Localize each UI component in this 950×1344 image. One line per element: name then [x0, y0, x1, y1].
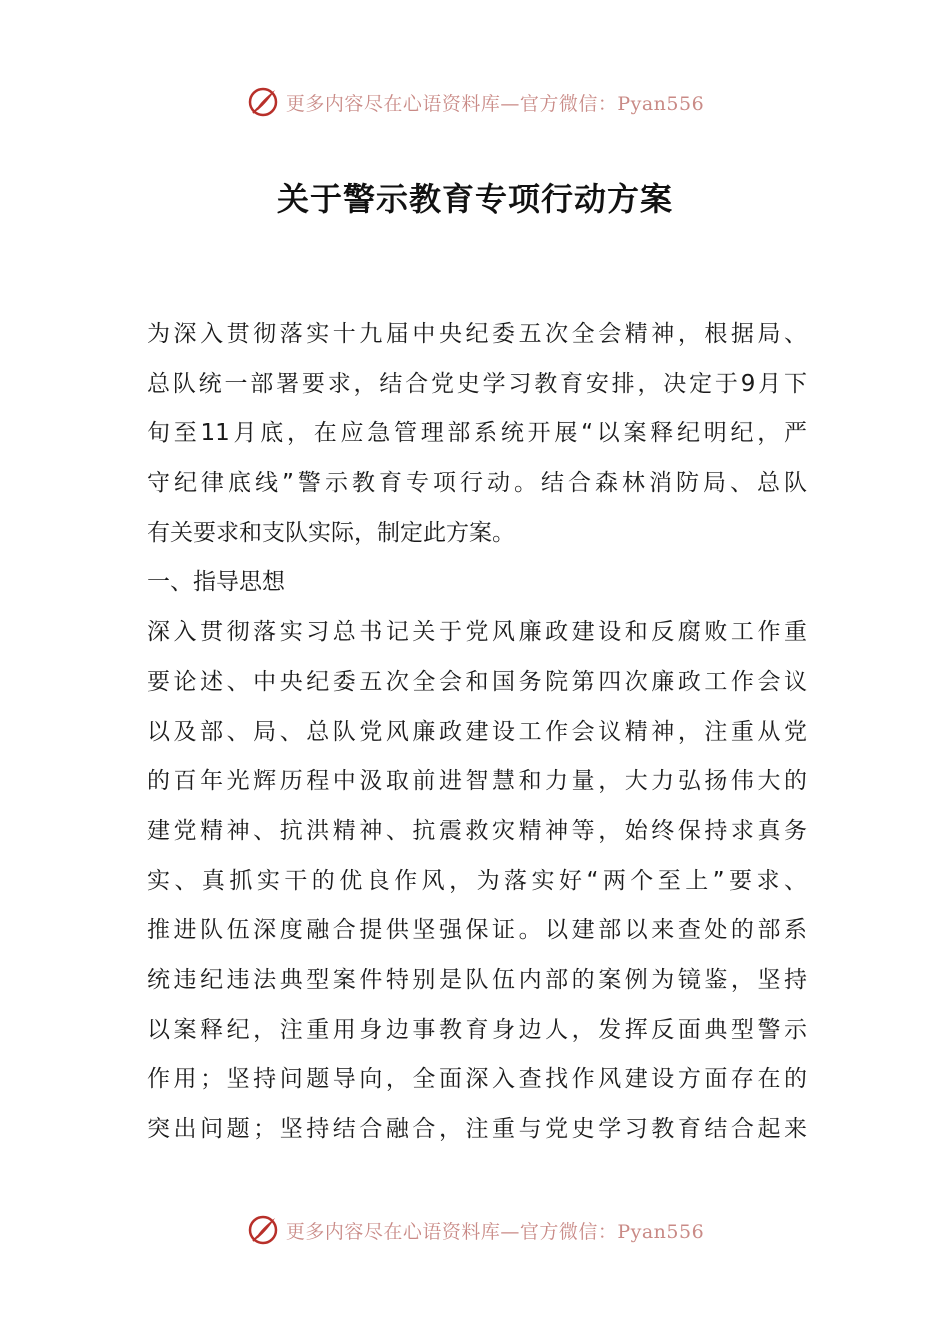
watermark-text: 更多内容尽在心语资料库—官方微信：Pyan556	[285, 92, 705, 115]
body-line: 旬至11月底，在应急管理部系统开展“以案释纪明纪，严	[147, 420, 807, 447]
body-line: 以案释纪，注重用身边事教育身边人，发挥反面典型警示	[147, 1016, 807, 1043]
body-line: 作用；坚持问题导向，全面深入查找作风建设方面存在的	[147, 1066, 807, 1093]
body-line: 实、真抓实干的优良作风，为落实好“两个至上”要求、	[147, 867, 807, 894]
body-line: 推进队伍深度融合提供坚强保证。以建部以来查处的部系	[147, 917, 807, 944]
section-heading: 一、指导思想	[147, 569, 285, 596]
body-line: 为深入贯彻落实十九届中央纪委五次全会精神，根据局、	[147, 321, 807, 347]
document-body	[147, 310, 807, 1155]
body-line: 守纪律底线”警示教育专项行动。结合森林消防局、总队	[147, 470, 807, 497]
body-line: 有关要求和支队实际，制定此方案。	[147, 519, 515, 546]
body-line: 总队统一部署要求，结合党史学习教育安排，决定于9月下	[147, 370, 807, 397]
body-line: 统违纪违法典型案件特别是队伍内部的案例为镜鉴，坚持	[147, 966, 807, 993]
document-title: 关于警示教育专项行动方案	[276, 180, 673, 218]
body-line: 突出问题；坚持结合融合，注重与党史学习教育结合起来	[147, 1116, 807, 1142]
body-line: 的百年光辉历程中汲取前进智慧和力量，大力弘扬伟大的	[147, 768, 807, 795]
quill-pen-logo-icon	[246, 1213, 280, 1247]
quill-pen-logo-icon	[246, 85, 280, 119]
header-watermark	[0, 82, 950, 122]
body-line: 要论述、中央纪委五次全会和国务院第四次廉政工作会议	[147, 668, 807, 695]
footer-watermark	[0, 1210, 950, 1250]
watermark-text: 更多内容尽在心语资料库—官方微信：Pyan556	[285, 1220, 705, 1243]
body-line: 建党精神、抗洪精神、抗震救灾精神等，始终保持求真务	[147, 817, 807, 844]
body-line: 深入贯彻落实习总书记关于党风廉政建设和反腐败工作重	[147, 619, 807, 646]
body-line: 以及部、局、总队党风廉政建设工作会议精神，注重从党	[147, 718, 807, 745]
